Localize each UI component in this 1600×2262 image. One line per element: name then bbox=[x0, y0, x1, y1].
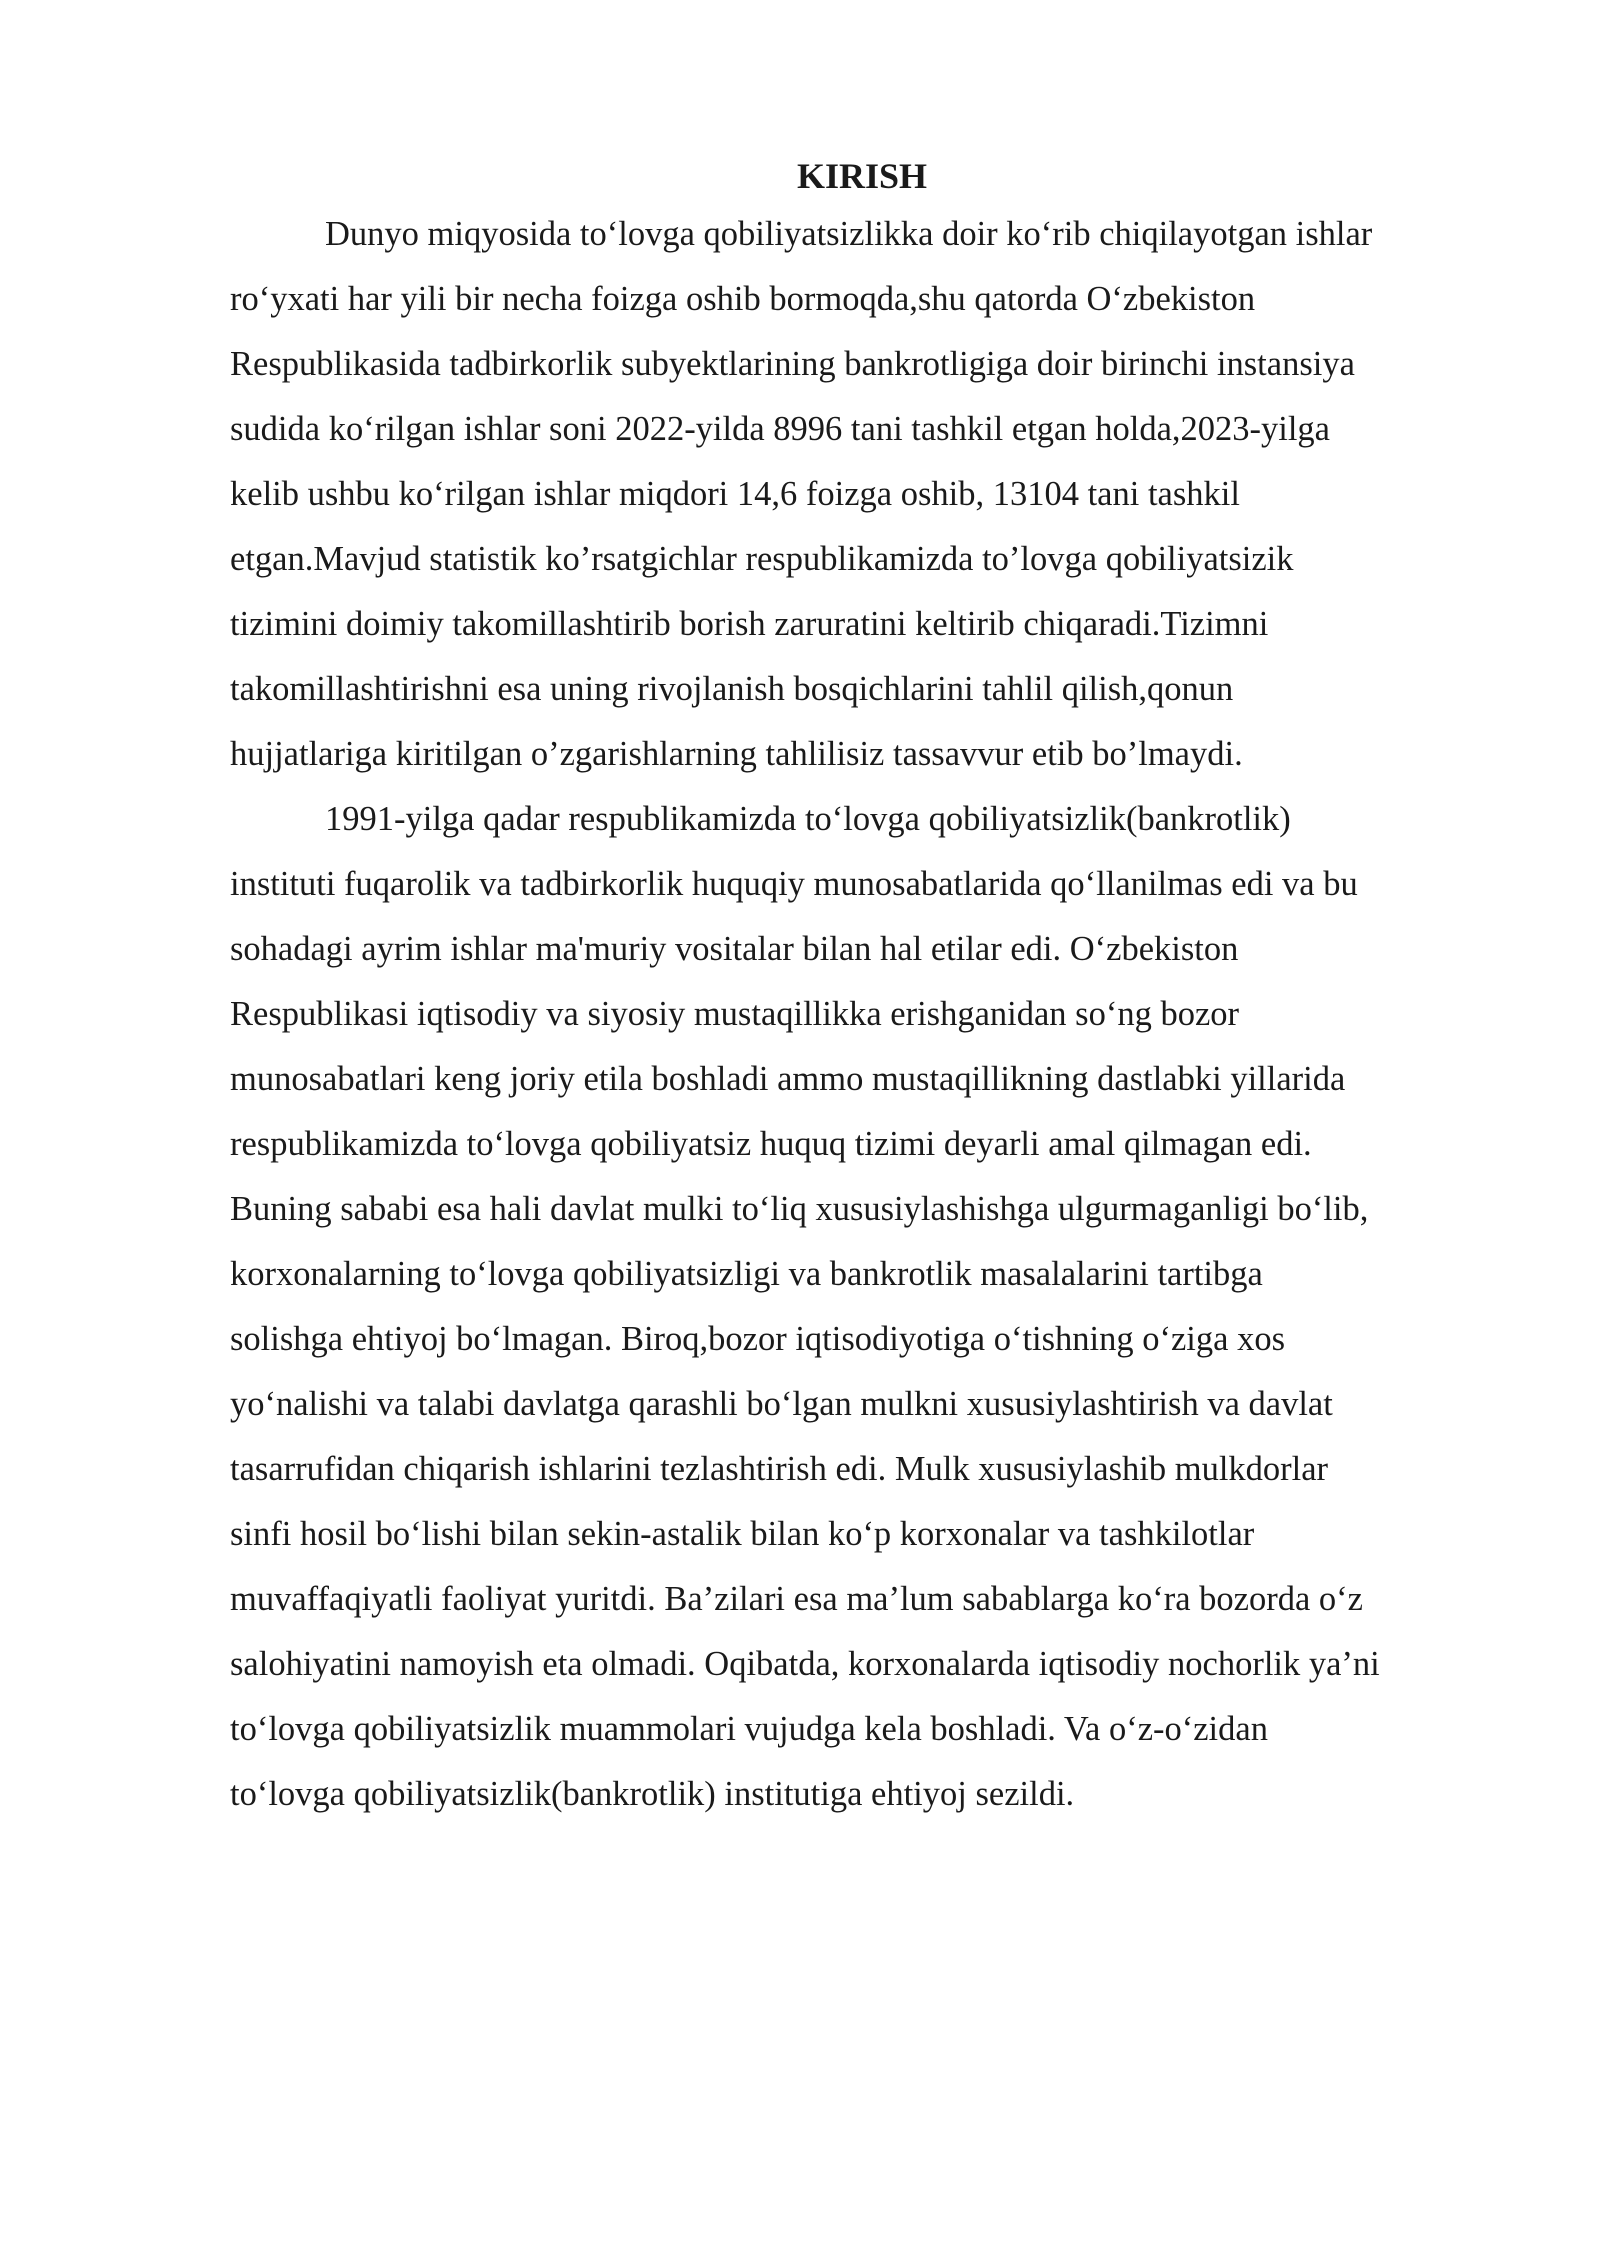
paragraph-line: yo‘nalishi va talabi davlatga qarashli bo‘lgan mulkni xususiylashtirish va davlat bbox=[230, 1385, 1333, 1423]
paragraph-1 bbox=[230, 202, 1494, 787]
paragraph-line: munosabatlari keng joriy etila boshladi ammo mustaqillikning dastlabki yillarida bbox=[230, 1060, 1346, 1098]
page-title: KIRISH bbox=[796, 156, 928, 196]
paragraph-line: sohadagi ayrim ishlar ma'muriy vositalar bilan hal etilar edi. O‘zbekiston bbox=[230, 930, 1239, 968]
paragraph-line: salohiyatini namoyish eta olmadi. Oqibatda, korxonalarda iqtisodiy nochorlik ya’ni bbox=[230, 1645, 1380, 1683]
paragraph-line: kelib ushbu ko‘rilgan ishlar miqdori 14,6 foizga oshib, 13104 tani tashkil bbox=[230, 475, 1240, 513]
paragraph-line: to‘lovga qobiliyatsizlik(bankrotlik) institutiga ehtiyoj sezildi. bbox=[230, 1775, 1075, 1813]
paragraph-line: Dunyo miqyosida to‘lovga qobiliyatsizlikka doir ko‘rib chiqilayotgan ishlar bbox=[325, 215, 1373, 253]
paragraph-line: instituti fuqarolik va tadbirkorlik huquqiy munosabatlarida qo‘llanilmas edi va bu bbox=[230, 865, 1358, 903]
paragraph-line: Buning sababi esa hali davlat mulki to‘liq xususiylashishga ulgurmaganligi bo‘lib, bbox=[230, 1190, 1369, 1228]
paragraph-line: muvaffaqiyatli faoliyat yuritdi. Ba’zilari esa ma’lum sabablarga ko‘ra bozorda o‘z bbox=[230, 1580, 1363, 1618]
paragraph-line: solishga ehtiyoj bo‘lmagan. Biroq,bozor iqtisodiyotiga o‘tishning o‘ziga xos bbox=[230, 1320, 1285, 1358]
paragraph-line: sinfi hosil bo‘lishi bilan sekin-astalik bilan ko‘p korxonalar va tashkilotlar bbox=[230, 1515, 1255, 1553]
paragraph-line: tizimini doimiy takomillashtirib borish zaruratini keltirib chiqaradi.Tizimni bbox=[230, 605, 1269, 643]
paragraph-line: korxonalarning to‘lovga qobiliyatsizligi va bankrotlik masalalarini tartibga bbox=[230, 1255, 1263, 1293]
paragraph-line: 1991-yilga qadar respublikamizda to‘lovga qobiliyatsizlik(bankrotlik) bbox=[325, 800, 1291, 838]
document-body bbox=[230, 150, 1494, 1827]
paragraph-line: ro‘yxati har yili bir necha foizga oshib bormoqda,shu qatorda O‘zbekiston bbox=[230, 280, 1256, 318]
paragraph-line: sudida ko‘rilgan ishlar soni 2022-yilda 8996 tani tashkil etgan holda,2023-yilga bbox=[230, 410, 1330, 448]
paragraph-line: Respublikasida tadbirkorlik subyektlarining bankrotligiga doir birinchi instansiya bbox=[230, 345, 1355, 383]
paragraph-line: takomillashtirishni esa uning rivojlanish bosqichlarini tahlil qilish,qonun bbox=[230, 670, 1234, 708]
paragraph-line: tasarrufidan chiqarish ishlarini tezlashtirish edi. Mulk xususiylashib mulkdorlar bbox=[230, 1450, 1329, 1488]
paragraph-2 bbox=[230, 787, 1494, 1827]
paragraph-line: hujjatlariga kiritilgan o’zgarishlarning tahlilisiz tassavvur etib bo’lmaydi. bbox=[230, 735, 1243, 773]
paragraph-line: to‘lovga qobiliyatsizlik muammolari vujudga kela boshladi. Va o‘z-o‘zidan bbox=[230, 1710, 1268, 1748]
paragraph-line: Respublikasi iqtisodiy va siyosiy mustaqillikka erishganidan so‘ng bozor bbox=[230, 995, 1240, 1033]
paragraph-line: respublikamizda to‘lovga qobiliyatsiz huquq tizimi deyarli amal qilmagan edi. bbox=[230, 1125, 1312, 1163]
paragraph-line: etgan.Mavjud statistik ko’rsatgichlar respublikamizda to’lovga qobiliyatsizik bbox=[230, 540, 1294, 578]
